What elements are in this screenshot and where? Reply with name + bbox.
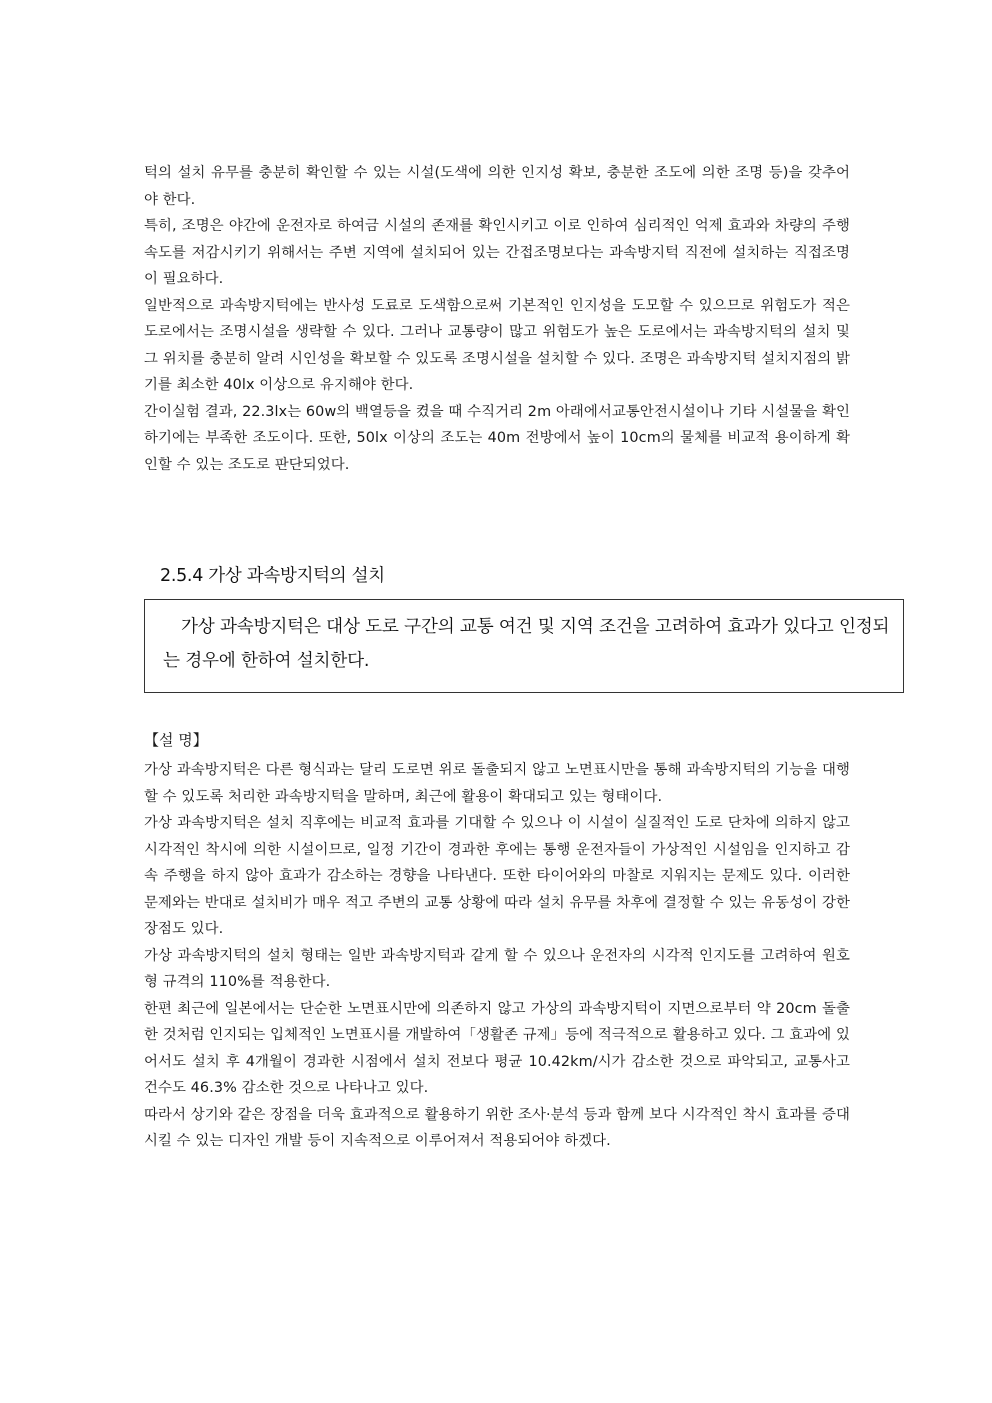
intro-text-block	[144, 160, 850, 478]
paragraph: 가상 과속방지턱의 설치 형태는 일반 과속방지턱과 같게 할 수 있으나 운전자의 시각적 인지도를 고려하여 원호형 규격의 110%를 적용한다.	[144, 947, 850, 990]
paragraph: 가상 과속방지턱은 다른 형식과는 달리 도로면 위로 돌출되지 않고 노면표시만을 통해 과속방지턱의 기능을 대행할 수 있도록 처리한 과속방지턱을 말하며, 최근에 활용이 확대되고 있는 형태이다.	[144, 762, 850, 805]
paragraph: 턱의 설치 유무를 충분히 확인할 수 있는 시설(도색에 의한 인지성 확보, 충분한 조도에 의한 조명 등)을 갖추어야 한다.	[144, 165, 850, 208]
paragraph: 따라서 상기와 같은 장점을 더욱 효과적으로 활용하기 위한 조사·분석 등과 함께 보다 시각적인 착시 효과를 증대시킬 수 있는 디자인 개발 등이 지속적으로 이루어져서 적용되어야 하겠다.	[144, 1106, 850, 1149]
explanation-text-block	[144, 757, 850, 1155]
paragraph: 특히, 조명은 야간에 운전자로 하여금 시설의 존재를 확인시키고 이로 인하여 심리적인 억제 효과와 차량의 주행속도를 저감시키기 위해서는 주변 지역에 설치되어 있는 간접조명보다는 과속방지턱 직전에 설치하는 직접조명이 필요하다.	[144, 218, 850, 287]
section-heading: 2.5.4 가상 과속방지턱의 설치	[160, 566, 385, 586]
paragraph: 한편 최근에 일본에서는 단순한 노면표시만에 의존하지 않고 가상의 과속방지턱이 지면으로부터 약 20cm 돌출한 것처럼 인지되는 입체적인 노면표시를 개발하여「생활존 규제」등에 적극적으로 활용하고 있다. 그 효과에 있어서도 설치 후 4개월이 경과한 시점에서 설치 전보다 평균 10.42km/시가 감소한 것으로 파악되고, 교통사고 건수도 46.3% 감소한 것으로 나타나고 있다.	[144, 1000, 850, 1096]
paragraph: 간이실험 결과, 22.3lx는 60w의 백열등을 켰을 때 수직거리 2m 아래에서교통안전시설이나 기타 시설물을 확인하기에는 부족한 조도이다. 또한, 50lx 이상의 조도는 40m 전방에서 높이 10cm의 물체를 비교적 용이하게 확인할 수 있는 조도로 판단되었다.	[144, 403, 850, 473]
explanation-label: 【설 명】	[144, 731, 208, 749]
rule-box	[144, 599, 904, 693]
paragraph: 일반적으로 과속방지턱에는 반사성 도료로 도색함으로써 기본적인 인지성을 도모할 수 있으므로 위험도가 적은 도로에서는 조명시설을 생략할 수 있다. 그러나 교통량이 많고 위험도가 높은 도로에서는 과속방지턱의 설치 및 그 위치를 충분히 알려 시인성을 확보할 수 있도록 조명시설을 설치할 수 있다. 조명은 과속방지턱 설치지점의 밝기를 최소한 40lx 이상으로 유지해야 한다.	[144, 297, 850, 393]
paragraph: 가상 과속방지턱은 설치 직후에는 비교적 효과를 기대할 수 있으나 이 시설이 실질적인 도로 단차에 의하지 않고 시각적인 착시에 의한 시설이므로, 일정 기간이 경과한 후에는 통행 운전자들이 가상적인 시설임을 인지하고 감속 주행을 하지 않아 효과가 감소하는 경향을 나타낸다. 또한 타이어와의 마찰로 지워지는 문제도 있다. 이러한 문제와는 반대로 설치비가 매우 적고 주변의 교통 상황에 따라 설치 유무를 차후에 결정할 수 있는 유동성이 강한 장점도 있다.	[144, 815, 850, 937]
rule-text: 가상 과속방지턱은 대상 도로 구간의 교통 여건 및 지역 조건을 고려하여 효과가 있다고 인정되는 경우에 한하여 설치한다.	[163, 617, 890, 671]
